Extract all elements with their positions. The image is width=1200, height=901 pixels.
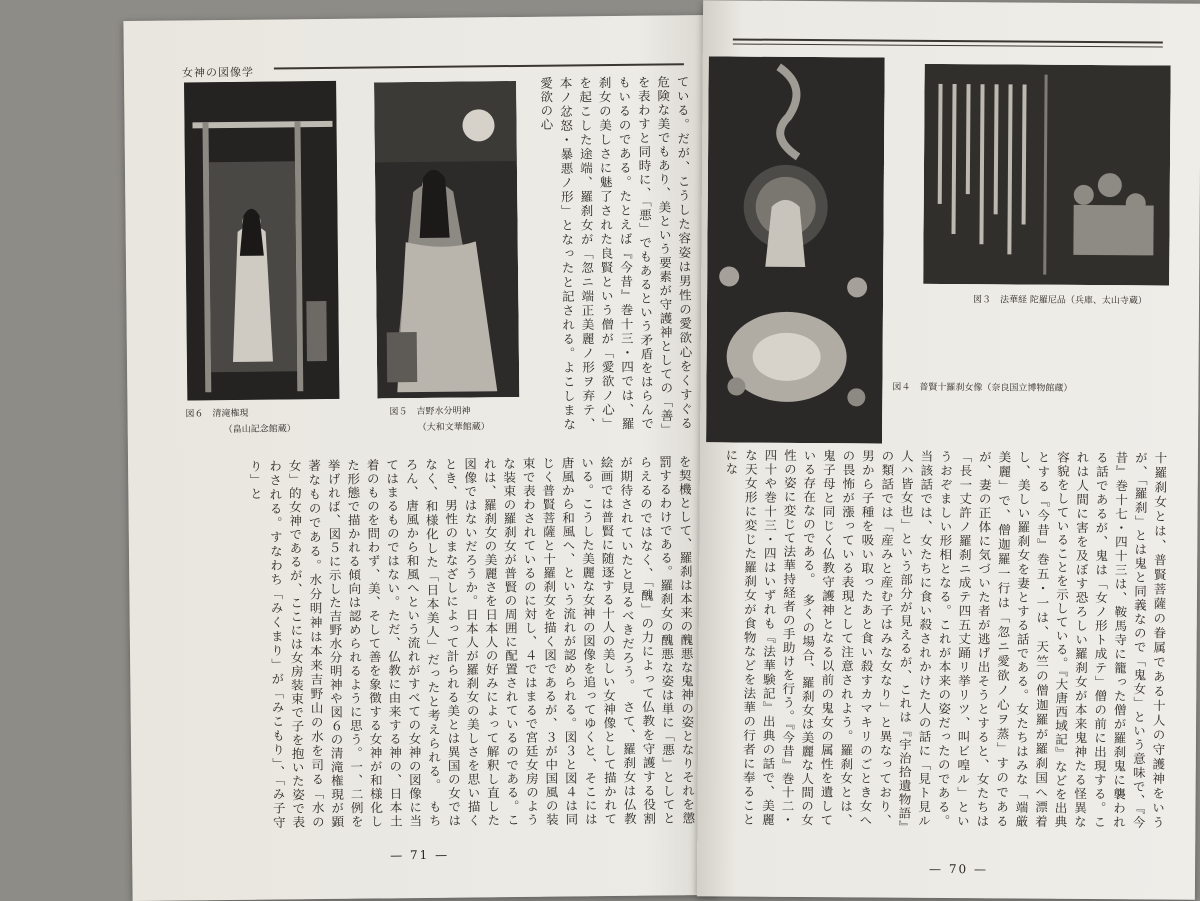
page-number-70: — 70 — (929, 861, 989, 877)
right-page (697, 0, 1200, 899)
figure-3-photo (923, 64, 1171, 286)
figure-6-image (184, 81, 339, 401)
right-body-text: 十羅刹女とは、普賢菩薩の眷属である十人の守護神をいうが、「羅刹」とは鬼と同義なので「鬼女」という意味で、『今昔』巻十七・四十三は、鞍馬寺に籠った僧が羅刹鬼に襲われる話であるが、鬼は「女ノ形ト成テ」僧の前に出現する。これは人間に害を及ぼす恐ろしい羅刹女が本来鬼神たる怪異な容貌をしていることを示している。『大唐西域記』などを出典とする『今昔』巻五・一は、天竺の僧迦羅が羅刹国へ漂着し、美しい羅刹女を妻とする話である。女たちはみな「端厳美麗」で、僧迦羅一行は「忽ニ愛欲ノ心ヲ蒸」すのであるが、妻の正体に気づいた者が逃げ出そうとすると、女たちは「長一丈許ノ羅刹ニ成テ四五丈踊リ挙リツ、叫ビ喤ル」というおぞましい形相となる。これが本来の姿だったのである。当該話では、女たちに食い殺されかけた人の話に「見ト見ル人ハ皆女也」という部分が見えるが、これは『宇治拾遺物語』の類話では「産みと産む子はみな女なり」と異なっており、男から子種を吸い取ったあと食い殺すカマキリのごとき女への畏怖が漲っている表現として注意されよう。羅刹女とは、鬼子母と同じく仏教守護神となる以前の鬼女の属性を遺している存在なのである。 多くの場合、羅刹女は美麗な人間の女性の姿に変じて法華持経者の手助けを行う。『今昔』巻十二・四十や巻十三・四はいずれも『法華験記』出典の話で、美麗な天女形に変じた羅刹女が食物などを法華の行者に奉ることにな (723, 448, 1168, 830)
header-rule-bottom (733, 43, 1163, 47)
left-page (123, 15, 718, 901)
figure-5-photo (374, 81, 519, 398)
header-rule-top (733, 38, 1163, 43)
figure-3-caption: 図３ 法華経 陀羅尼品（兵庫、太山寺蔵） (973, 295, 1147, 307)
figure-4-image (706, 56, 885, 443)
figure-5-image (374, 81, 519, 398)
left-bottom-body-text: を契機として、羅刹は本来の醜悪な鬼神の姿となりそれを懲罰するわけである。羅刹女の醜悪な姿は単に「悪」としてとらえるのではなく、「醜」の力によって仏教を守護する役割が期待されていたと見るべきだろう。 さて、羅刹女は仏教絵画では普賢に随逐する十人の美しい女神像として描かれている。こうした美麗な女神の図像を追ってゆくと、そこには唐風から和風へ、という流れが認められる。図３と図４は同じく普賢菩薩と十羅刹女を描く図であるが、３が中国風の装束で表わされているのに対し、４ではまるで宮廷女房のような装束の羅刹女が普賢の周囲に配置されているのである。これは、羅刹女の美麗さを日本人の好みによって解釈し直した図像ではないだろうか。日本人が羅刹女の美しさを思い描くとき、男性のまなざしによって計られる美とは異国の女ではなく、和様化した「日本美人」だったと考えられる。 もちろん、唐風から和風へという流れがすべての女神の図像に当てはまるものではない。ただ、仏教に由来する神の、日本土着のものを問わず、美、そして善を象徴する女神が和様化した形態で描かれる傾向は認められるように思う。一、二例を挙げれば、図５に示した吉野水分明神や図６の清滝権現が顕著なものである。水分明神は本来吉野山の水を司る「水の女」的女神であるが、ここには女房装束で子を抱いた姿で表わされる。すなわち「みくまり」が「みこもり」、「み子守り」と (248, 455, 696, 830)
figure-3-image (923, 64, 1171, 286)
figure-4-caption: 図４ 普賢十羅刹女像（奈良国立博物館蔵） (892, 382, 1073, 394)
figure-5-holder: （大和文華館蔵） (417, 422, 490, 434)
figure-6-holder: （畠山記念館蔵） (223, 424, 296, 436)
figure-6-photo (184, 81, 339, 401)
figure-4-photo (706, 56, 885, 443)
page-number-71: — 71 — (390, 847, 450, 863)
figure-5-caption: 図５ 吉野水分明神 (389, 406, 471, 418)
figure-6-caption: 図６ 清滝権現 (185, 408, 249, 420)
running-head: 女神の図像学 (181, 65, 255, 80)
left-top-body-text: ている。だが、こうした容姿は男性の愛欲心をくすぐる危険な美でもあり、美という要素が守護神としての「善」を表わすと同時に、「悪」でもあるという矛盾をはらんでもいるのである。たとえば『今昔』巻十三・四では、羅刹女の美しさに魅了された良賢という僧が「愛欲ノ心」を起こした途端、羅刹女が「忽ニ端正美麗ノ形ヲ弃テ、本ノ忿怒・暴悪ノ形」となったと記される。よこしまな愛欲の心 (538, 75, 694, 432)
header-rule (274, 63, 684, 69)
